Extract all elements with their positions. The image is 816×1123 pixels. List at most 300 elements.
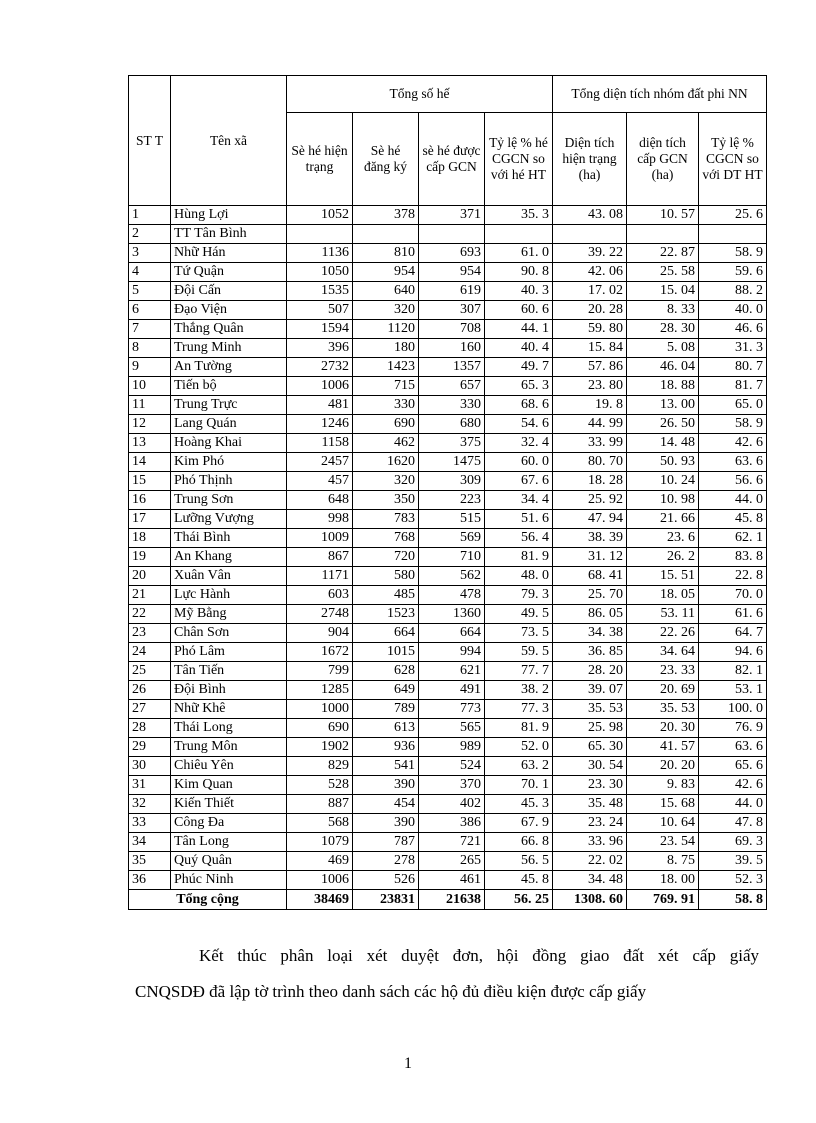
table-row	[129, 491, 767, 510]
row-value-cell: 15. 84	[553, 339, 627, 358]
table-row	[129, 852, 767, 871]
row-value-cell: 1475	[419, 453, 485, 472]
row-value-cell: 568	[287, 814, 353, 833]
row-value-cell: 768	[353, 529, 419, 548]
row-value-cell: 10. 24	[627, 472, 699, 491]
row-stt: 12	[129, 415, 171, 434]
row-value-cell: 25. 92	[553, 491, 627, 510]
header-commune-name: Tên xã	[171, 76, 287, 206]
row-value-cell: 998	[287, 510, 353, 529]
row-value-cell: 160	[419, 339, 485, 358]
row-value-cell: 330	[419, 396, 485, 415]
row-value-cell: 657	[419, 377, 485, 396]
row-stt: 17	[129, 510, 171, 529]
row-value-cell: 25. 98	[553, 719, 627, 738]
row-value-cell: 80. 70	[553, 453, 627, 472]
row-commune-name: Kim Phó	[171, 453, 287, 472]
row-value-cell: 18. 88	[627, 377, 699, 396]
row-value-cell: 81. 9	[485, 548, 553, 567]
row-value-cell: 2732	[287, 358, 353, 377]
row-value-cell: 59. 5	[485, 643, 553, 662]
row-value-cell: 371	[419, 206, 485, 225]
row-value-cell: 21. 66	[627, 510, 699, 529]
row-value-cell: 1423	[353, 358, 419, 377]
row-value-cell: 25. 70	[553, 586, 627, 605]
row-commune-name: Xuân Vân	[171, 567, 287, 586]
table-row	[129, 244, 767, 263]
row-value-cell: 17. 02	[553, 282, 627, 301]
row-stt: 8	[129, 339, 171, 358]
row-value-cell: 693	[419, 244, 485, 263]
row-commune-name: Chiêu Yên	[171, 757, 287, 776]
row-value-cell: 33. 96	[553, 833, 627, 852]
row-value-cell: 23. 80	[553, 377, 627, 396]
row-value-cell: 35. 48	[553, 795, 627, 814]
row-value-cell	[553, 225, 627, 244]
row-value-cell: 23. 6	[627, 529, 699, 548]
row-stt: 28	[129, 719, 171, 738]
row-commune-name: Đội Bình	[171, 681, 287, 700]
row-stt: 3	[129, 244, 171, 263]
table-row	[129, 643, 767, 662]
row-value-cell: 375	[419, 434, 485, 453]
header-group-area: Tổng diện tích nhóm đất phi NN	[553, 76, 767, 113]
row-value-cell: 14. 48	[627, 434, 699, 453]
header-col-area-ratio: Tỷ lệ % CGCN so với DT HT	[699, 113, 767, 206]
row-value-cell: 15. 51	[627, 567, 699, 586]
row-stt: 34	[129, 833, 171, 852]
row-value-cell: 904	[287, 624, 353, 643]
row-value-cell: 68. 41	[553, 567, 627, 586]
row-commune-name: Lưỡng Vượng	[171, 510, 287, 529]
row-value-cell: 58. 9	[699, 244, 767, 263]
row-value-cell: 454	[353, 795, 419, 814]
row-value-cell: 38. 39	[553, 529, 627, 548]
row-value-cell: 396	[287, 339, 353, 358]
row-value-cell: 5. 08	[627, 339, 699, 358]
row-value-cell: 350	[353, 491, 419, 510]
row-value-cell: 57. 86	[553, 358, 627, 377]
row-value-cell	[419, 225, 485, 244]
row-value-cell: 44. 0	[699, 491, 767, 510]
row-value-cell: 79. 3	[485, 586, 553, 605]
table-row	[129, 472, 767, 491]
row-value-cell: 62. 1	[699, 529, 767, 548]
row-value-cell: 25. 58	[627, 263, 699, 282]
row-value-cell: 31. 3	[699, 339, 767, 358]
table-row	[129, 225, 767, 244]
row-value-cell: 378	[353, 206, 419, 225]
row-value-cell: 82. 1	[699, 662, 767, 681]
header-stt: ST T	[129, 76, 171, 206]
row-stt: 33	[129, 814, 171, 833]
row-commune-name: Chân Sơn	[171, 624, 287, 643]
header-group-households: Tổng số hế	[287, 76, 553, 113]
row-commune-name: Quý Quân	[171, 852, 287, 871]
row-value-cell: 39. 22	[553, 244, 627, 263]
row-stt: 10	[129, 377, 171, 396]
row-value-cell: 8. 75	[627, 852, 699, 871]
table-row	[129, 871, 767, 890]
row-value-cell: 48. 0	[485, 567, 553, 586]
table-row	[129, 738, 767, 757]
row-value-cell: 15. 04	[627, 282, 699, 301]
row-value-cell: 664	[353, 624, 419, 643]
row-value-cell: 648	[287, 491, 353, 510]
row-stt: 7	[129, 320, 171, 339]
row-value-cell: 887	[287, 795, 353, 814]
table-row	[129, 301, 767, 320]
row-value-cell: 810	[353, 244, 419, 263]
row-value-cell: 715	[353, 377, 419, 396]
table-row	[129, 662, 767, 681]
row-stt: 15	[129, 472, 171, 491]
row-value-cell: 53. 1	[699, 681, 767, 700]
row-value-cell: 710	[419, 548, 485, 567]
row-value-cell: 867	[287, 548, 353, 567]
row-commune-name: Tân Long	[171, 833, 287, 852]
row-value-cell: 954	[353, 263, 419, 282]
row-stt: 27	[129, 700, 171, 719]
row-value-cell: 524	[419, 757, 485, 776]
row-value-cell: 46. 6	[699, 320, 767, 339]
row-value-cell: 76. 9	[699, 719, 767, 738]
row-stt: 23	[129, 624, 171, 643]
row-value-cell: 2748	[287, 605, 353, 624]
row-value-cell: 52. 3	[699, 871, 767, 890]
row-value-cell: 613	[353, 719, 419, 738]
row-value-cell: 33. 99	[553, 434, 627, 453]
row-value-cell: 1285	[287, 681, 353, 700]
total-cell: 21638	[419, 890, 485, 910]
row-value-cell: 1246	[287, 415, 353, 434]
row-value-cell: 8. 33	[627, 301, 699, 320]
table-row	[129, 700, 767, 719]
row-value-cell: 46. 04	[627, 358, 699, 377]
row-value-cell: 180	[353, 339, 419, 358]
table-row	[129, 377, 767, 396]
table-row	[129, 320, 767, 339]
row-stt: 18	[129, 529, 171, 548]
row-value-cell: 562	[419, 567, 485, 586]
row-value-cell: 721	[419, 833, 485, 852]
row-stt: 31	[129, 776, 171, 795]
row-value-cell: 52. 0	[485, 738, 553, 757]
row-value-cell: 936	[353, 738, 419, 757]
row-value-cell: 320	[353, 301, 419, 320]
table-row	[129, 282, 767, 301]
row-commune-name: Công Đa	[171, 814, 287, 833]
row-value-cell: 49. 7	[485, 358, 553, 377]
row-value-cell: 1171	[287, 567, 353, 586]
row-value-cell: 223	[419, 491, 485, 510]
row-value-cell: 1009	[287, 529, 353, 548]
row-value-cell: 1360	[419, 605, 485, 624]
row-value-cell: 39. 5	[699, 852, 767, 871]
row-value-cell: 70. 0	[699, 586, 767, 605]
row-commune-name: Hùng Lợi	[171, 206, 287, 225]
row-commune-name: Phúc Ninh	[171, 871, 287, 890]
row-value-cell	[699, 225, 767, 244]
table-row	[129, 453, 767, 472]
row-value-cell: 35. 53	[627, 700, 699, 719]
row-value-cell: 88. 2	[699, 282, 767, 301]
row-value-cell: 28. 30	[627, 320, 699, 339]
row-value-cell: 45. 8	[485, 871, 553, 890]
row-value-cell: 28. 20	[553, 662, 627, 681]
row-value-cell: 690	[287, 719, 353, 738]
row-value-cell: 278	[353, 852, 419, 871]
row-value-cell: 45. 8	[699, 510, 767, 529]
row-value-cell: 330	[353, 396, 419, 415]
row-value-cell: 1052	[287, 206, 353, 225]
row-stt: 13	[129, 434, 171, 453]
row-value-cell: 1594	[287, 320, 353, 339]
row-value-cell: 68. 6	[485, 396, 553, 415]
row-value-cell: 491	[419, 681, 485, 700]
row-value-cell: 38. 2	[485, 681, 553, 700]
row-value-cell: 26. 50	[627, 415, 699, 434]
row-value-cell: 67. 9	[485, 814, 553, 833]
row-value-cell: 309	[419, 472, 485, 491]
row-value-cell: 65. 3	[485, 377, 553, 396]
row-value-cell: 36. 85	[553, 643, 627, 662]
row-value-cell: 1158	[287, 434, 353, 453]
row-commune-name: Lang Quán	[171, 415, 287, 434]
row-value-cell: 18. 28	[553, 472, 627, 491]
row-value-cell: 640	[353, 282, 419, 301]
row-value-cell: 680	[419, 415, 485, 434]
row-value-cell: 13. 00	[627, 396, 699, 415]
row-commune-name: Thắng Quân	[171, 320, 287, 339]
table-row	[129, 206, 767, 225]
total-label: Tổng cộng	[129, 890, 287, 910]
row-value-cell: 954	[419, 263, 485, 282]
row-value-cell: 690	[353, 415, 419, 434]
row-value-cell: 86. 05	[553, 605, 627, 624]
row-value-cell: 9. 83	[627, 776, 699, 795]
table-row	[129, 814, 767, 833]
row-value-cell: 34. 48	[553, 871, 627, 890]
table-row	[129, 339, 767, 358]
row-value-cell: 64. 7	[699, 624, 767, 643]
row-value-cell: 989	[419, 738, 485, 757]
row-stt: 26	[129, 681, 171, 700]
row-value-cell: 580	[353, 567, 419, 586]
table-row	[129, 396, 767, 415]
row-stt: 9	[129, 358, 171, 377]
row-value-cell: 708	[419, 320, 485, 339]
row-value-cell: 60. 0	[485, 453, 553, 472]
row-value-cell: 461	[419, 871, 485, 890]
row-value-cell: 42. 6	[699, 434, 767, 453]
row-value-cell: 80. 7	[699, 358, 767, 377]
row-value-cell: 83. 8	[699, 548, 767, 567]
row-commune-name: Trung Môn	[171, 738, 287, 757]
row-commune-name: Đạo Viện	[171, 301, 287, 320]
row-value-cell: 1006	[287, 871, 353, 890]
row-value-cell: 1523	[353, 605, 419, 624]
row-value-cell: 621	[419, 662, 485, 681]
row-stt: 36	[129, 871, 171, 890]
row-value-cell: 30. 54	[553, 757, 627, 776]
row-value-cell: 1357	[419, 358, 485, 377]
row-value-cell: 67. 6	[485, 472, 553, 491]
row-value-cell: 22. 26	[627, 624, 699, 643]
row-value-cell: 320	[353, 472, 419, 491]
row-value-cell: 1050	[287, 263, 353, 282]
row-value-cell: 22. 8	[699, 567, 767, 586]
row-value-cell: 63. 6	[699, 453, 767, 472]
row-value-cell: 49. 5	[485, 605, 553, 624]
row-value-cell: 15. 68	[627, 795, 699, 814]
row-value-cell: 56. 4	[485, 529, 553, 548]
row-value-cell: 528	[287, 776, 353, 795]
row-commune-name: Tứ Quận	[171, 263, 287, 282]
row-value-cell: 507	[287, 301, 353, 320]
row-value-cell: 66. 8	[485, 833, 553, 852]
row-value-cell: 47. 94	[553, 510, 627, 529]
row-value-cell: 526	[353, 871, 419, 890]
total-cell: 38469	[287, 890, 353, 910]
row-value-cell: 1902	[287, 738, 353, 757]
row-commune-name: Kim Quan	[171, 776, 287, 795]
row-value-cell: 10. 57	[627, 206, 699, 225]
row-stt: 20	[129, 567, 171, 586]
row-commune-name: Đội Cấn	[171, 282, 287, 301]
row-value-cell: 23. 54	[627, 833, 699, 852]
row-value-cell: 40. 0	[699, 301, 767, 320]
row-value-cell: 26. 2	[627, 548, 699, 567]
row-value-cell: 69. 3	[699, 833, 767, 852]
row-value-cell: 45. 3	[485, 795, 553, 814]
row-value-cell: 10. 98	[627, 491, 699, 510]
row-value-cell: 485	[353, 586, 419, 605]
row-value-cell: 42. 6	[699, 776, 767, 795]
row-value-cell: 60. 6	[485, 301, 553, 320]
row-value-cell: 2457	[287, 453, 353, 472]
row-commune-name: Mỹ Bằng	[171, 605, 287, 624]
row-stt: 19	[129, 548, 171, 567]
land-certificate-table	[128, 75, 767, 910]
row-value-cell: 40. 4	[485, 339, 553, 358]
row-value-cell: 457	[287, 472, 353, 491]
row-value-cell: 386	[419, 814, 485, 833]
total-cell: 1308. 60	[553, 890, 627, 910]
row-stt: 21	[129, 586, 171, 605]
row-value-cell: 42. 06	[553, 263, 627, 282]
header-col-certified-area: diện tích cấp GCN (ha)	[627, 113, 699, 206]
header-col-current-households: Sè hé hiện trạng	[287, 113, 353, 206]
row-value-cell	[485, 225, 553, 244]
row-value-cell: 402	[419, 795, 485, 814]
row-value-cell: 44. 1	[485, 320, 553, 339]
row-value-cell: 565	[419, 719, 485, 738]
paragraph-line-1: Kết thúc phân loại xét duyệt đơn, hội đồng giao đất xét cấp giấy	[199, 946, 759, 965]
table-row	[129, 263, 767, 282]
row-value-cell: 63. 2	[485, 757, 553, 776]
row-value-cell: 390	[353, 776, 419, 795]
row-value-cell: 370	[419, 776, 485, 795]
row-value-cell: 541	[353, 757, 419, 776]
row-commune-name: Kiến Thiết	[171, 795, 287, 814]
row-value-cell	[627, 225, 699, 244]
row-value-cell: 61. 6	[699, 605, 767, 624]
row-value-cell: 35. 53	[553, 700, 627, 719]
row-value-cell: 515	[419, 510, 485, 529]
row-value-cell: 1120	[353, 320, 419, 339]
row-value-cell: 481	[287, 396, 353, 415]
header-col-certified-households: sè hé được cấp GCN	[419, 113, 485, 206]
row-value-cell: 20. 69	[627, 681, 699, 700]
row-value-cell: 478	[419, 586, 485, 605]
row-value-cell: 22. 87	[627, 244, 699, 263]
table-header	[129, 76, 767, 206]
table-row	[129, 833, 767, 852]
row-value-cell: 22. 02	[553, 852, 627, 871]
row-value-cell: 10. 64	[627, 814, 699, 833]
row-commune-name: TT Tân Bình	[171, 225, 287, 244]
row-value-cell: 35. 3	[485, 206, 553, 225]
table-row	[129, 719, 767, 738]
table-row	[129, 681, 767, 700]
row-value-cell: 265	[419, 852, 485, 871]
row-value-cell: 81. 7	[699, 377, 767, 396]
row-commune-name: Phó Lâm	[171, 643, 287, 662]
row-value-cell: 1079	[287, 833, 353, 852]
table-row	[129, 548, 767, 567]
row-value-cell: 603	[287, 586, 353, 605]
row-value-cell: 73. 5	[485, 624, 553, 643]
row-commune-name: Tân Tiến	[171, 662, 287, 681]
row-stt: 5	[129, 282, 171, 301]
row-value-cell: 1015	[353, 643, 419, 662]
row-commune-name: An Tường	[171, 358, 287, 377]
row-value-cell: 20. 20	[627, 757, 699, 776]
page-number: 1	[404, 1055, 412, 1072]
row-value-cell: 1000	[287, 700, 353, 719]
row-value-cell: 1535	[287, 282, 353, 301]
row-value-cell: 43. 08	[553, 206, 627, 225]
row-value-cell: 20. 28	[553, 301, 627, 320]
row-value-cell: 51. 6	[485, 510, 553, 529]
table-row	[129, 358, 767, 377]
row-value-cell: 56. 5	[485, 852, 553, 871]
row-commune-name: Hoàng Khai	[171, 434, 287, 453]
row-value-cell: 799	[287, 662, 353, 681]
row-value-cell: 61. 0	[485, 244, 553, 263]
row-value-cell: 81. 9	[485, 719, 553, 738]
table-row	[129, 605, 767, 624]
row-value-cell: 23. 24	[553, 814, 627, 833]
row-commune-name: Trung Trực	[171, 396, 287, 415]
row-value-cell: 70. 1	[485, 776, 553, 795]
row-value-cell: 77. 3	[485, 700, 553, 719]
row-stt: 2	[129, 225, 171, 244]
row-value-cell: 18. 05	[627, 586, 699, 605]
table-row	[129, 415, 767, 434]
row-value-cell: 569	[419, 529, 485, 548]
body-paragraph	[135, 938, 759, 1010]
table-row	[129, 586, 767, 605]
row-stt: 35	[129, 852, 171, 871]
header-col-household-ratio: Tỷ lệ % hé CGCN so với hé HT	[485, 113, 553, 206]
row-value-cell: 783	[353, 510, 419, 529]
row-value-cell: 789	[353, 700, 419, 719]
total-cell: 23831	[353, 890, 419, 910]
row-stt: 24	[129, 643, 171, 662]
row-value-cell: 390	[353, 814, 419, 833]
